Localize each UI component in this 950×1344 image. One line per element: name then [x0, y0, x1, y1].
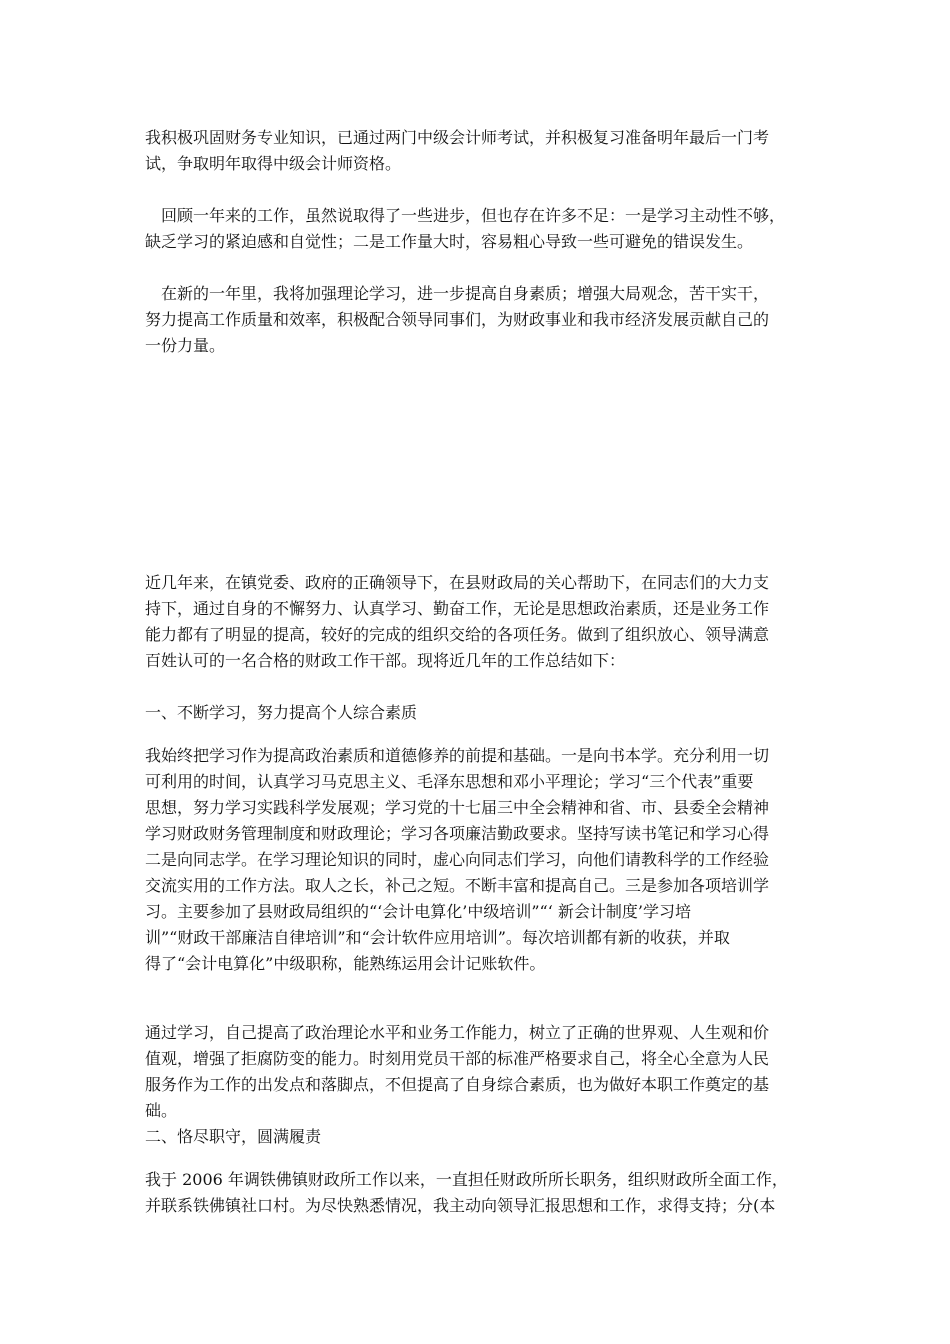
text-line: 我于 2006 年调铁佛镇财政所工作以来，一直担任财政所所长职务，组织财政所全面工作， — [145, 1170, 788, 1189]
heading-text: 二、恪尽职守，圆满履责 — [145, 1127, 322, 1146]
section-heading-study — [145, 700, 810, 726]
text-line: 学习财政财务管理制度和财政理论；学习各项廉洁勤政要求。坚持写读书笔记和学习心得 — [145, 824, 770, 843]
text-line: 在新的一年里，我将加强理论学习，进一步提高自身素质；增强大局观念，苦干实干， — [145, 284, 770, 303]
paragraph-review-shortcomings — [145, 203, 810, 255]
text-line: 百姓认可的一名合格的财政工作干部。现将近几年的工作总结如下： — [145, 651, 626, 670]
heading-text: 一、不断学习，努力提高个人综合素质 — [145, 703, 418, 722]
text-line: 试，争取明年取得中级会计师资格。 — [145, 154, 402, 173]
text-line: 得了“会计电算化”中级职称，能熟练运用会计记账软件。 — [145, 954, 546, 973]
text-line: 可利用的时间，认真学习马克思主义、毛泽东思想和邓小平理论；学习“三个代表”重要 — [145, 772, 754, 791]
text-line: 努力提高工作质量和效率，积极配合领导同事们，为财政事业和我市经济发展贡献自己的 — [145, 310, 770, 329]
section-heading-duties — [145, 1124, 810, 1150]
text-line: 一份力量。 — [145, 336, 226, 355]
paragraph-new-year-plan — [145, 281, 810, 359]
text-line: 能力都有了明显的提高，较好的完成的组织交给的各项任务。做到了组织放心、领导满意 — [145, 625, 770, 644]
text-line: 缺乏学习的紧迫感和自觉性；二是工作量大时，容易粗心导致一些可避免的错误发生。 — [145, 232, 754, 251]
text-line: 交流实用的工作方法。取人之长，补己之短。不断丰富和提高自己。三是参加各项培训学 — [145, 876, 770, 895]
text-line: 值观，增强了拒腐防变的能力。时刻用党员干部的标准严格要求自己，将全心全意为人民 — [145, 1049, 770, 1068]
text-line: 训”“财政干部廉洁自律培训”和“会计软件应用培训”。每次培训都有新的收获，并取 — [145, 928, 730, 947]
text-line: 持下，通过自身的不懈努力、认真学习、勤奋工作，无论是思想政治素质，还是业务工作 — [145, 599, 770, 618]
paragraph-introduction — [145, 570, 810, 674]
text-line: 习。主要参加了县财政局组织的“‘会计电算化’中级培训”“‘ 新会计制度’学习培 — [145, 902, 691, 921]
text-line: 通过学习，自己提高了政治理论水平和业务工作能力，树立了正确的世界观、人生观和价 — [145, 1023, 770, 1042]
text-line: 服务作为工作的出发点和落脚点，不但提高了自身综合素质，也为做好本职工作奠定的基 — [145, 1075, 770, 1094]
paragraph-cpa-exam — [145, 125, 810, 177]
text-line: 二是向同志学。在学习理论知识的同时，虚心向同志们学习，向他们请教科学的工作经验 — [145, 850, 770, 869]
text-line: 础。 — [145, 1101, 178, 1120]
text-line: 我积极巩固财务专业知识，已通过两门中级会计师考试，并积极复习准备明年最后一门考 — [145, 128, 770, 147]
paragraph-study-details — [145, 743, 810, 977]
paragraph-duties-details — [145, 1167, 810, 1219]
text-line: 并联系铁佛镇社口村。为尽快熟悉情况，我主动向领导汇报思想和工作，求得支持；分(本 — [145, 1196, 776, 1215]
text-line: 思想，努力学习实践科学发展观；学习党的十七届三中全会精神和省、市、县委全会精神 — [145, 798, 770, 817]
text-line: 回顾一年来的工作，虽然说取得了一些进步，但也存在许多不足：一是学习主动性不够， — [145, 206, 786, 225]
paragraph-study-results — [145, 1020, 810, 1124]
text-line: 近几年来，在镇党委、政府的正确领导下，在县财政局的关心帮助下，在同志们的大力支 — [145, 573, 770, 592]
text-line: 我始终把学习作为提高政治素质和道德修养的前提和基础。一是向书本学。充分利用一切 — [145, 746, 770, 765]
